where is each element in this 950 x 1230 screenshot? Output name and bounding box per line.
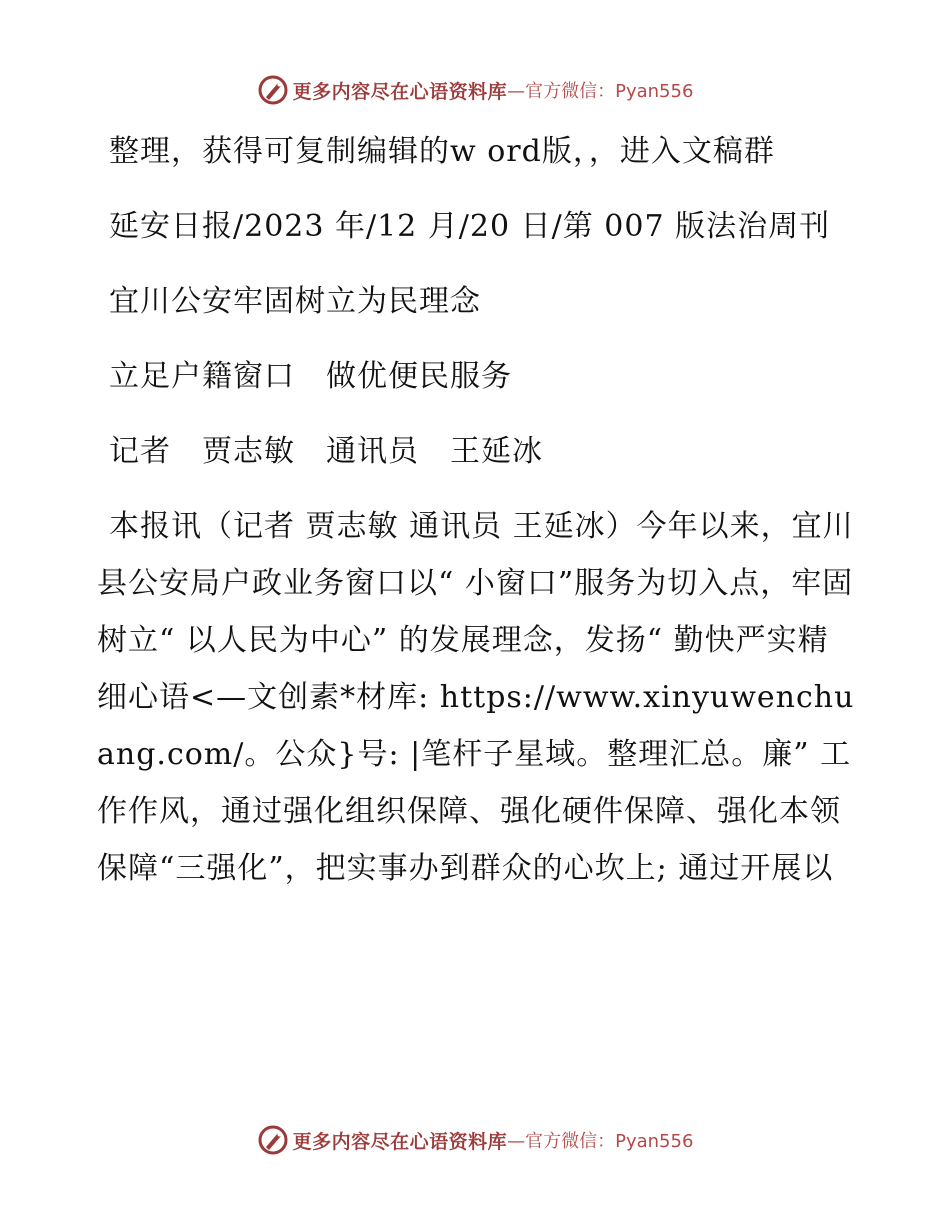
headline: 宜川公安牢固树立为民理念 [109,284,481,319]
watermark-contact-text: —官方微信：Pyan556 [507,81,694,102]
pen-logo-icon [257,74,289,106]
intro-paragraph: 整理，获得可复制编辑的w ord版，，进入文稿群 [109,134,775,169]
source-line: 延安日报/2023 年/12 月/20 日/第 007 版法治周刊 [109,209,831,244]
watermark-contact-text: —官方微信：Pyan556 [507,1131,694,1152]
document-body [97,123,857,915]
subheadline: 立足户籍窗口 做优便民服务 [109,359,512,394]
watermark-header [0,70,950,110]
byline: 记者 贾志敏 通讯员 王延冰 [109,434,543,469]
watermark-site-text: 更多内容尽在心语资料库 [292,1130,508,1153]
watermark-footer [0,1120,950,1160]
watermark-site-text: 更多内容尽在心语资料库 [292,80,508,103]
pen-logo-icon [257,1124,289,1156]
body-paragraph: 本报讯（记者 贾志敏 通讯员 王延冰）今年以来，宜川县公安局户政业务窗口以“ 小窗口”服务为切入点，牢固树立“ 以人民为中心” 的发展理念，发扬“ 勤快严实精细心语<—文创素*材库: https://www.xinyuwenchuang.com/。公众}号: |笔杆子星域。整理汇总。廉” 工作作风，通过强化组织保障、强化硬件保障、强化本领保障“三强化”，把实事办到群众的心坎上; 通过开展以 [97,509,855,886]
